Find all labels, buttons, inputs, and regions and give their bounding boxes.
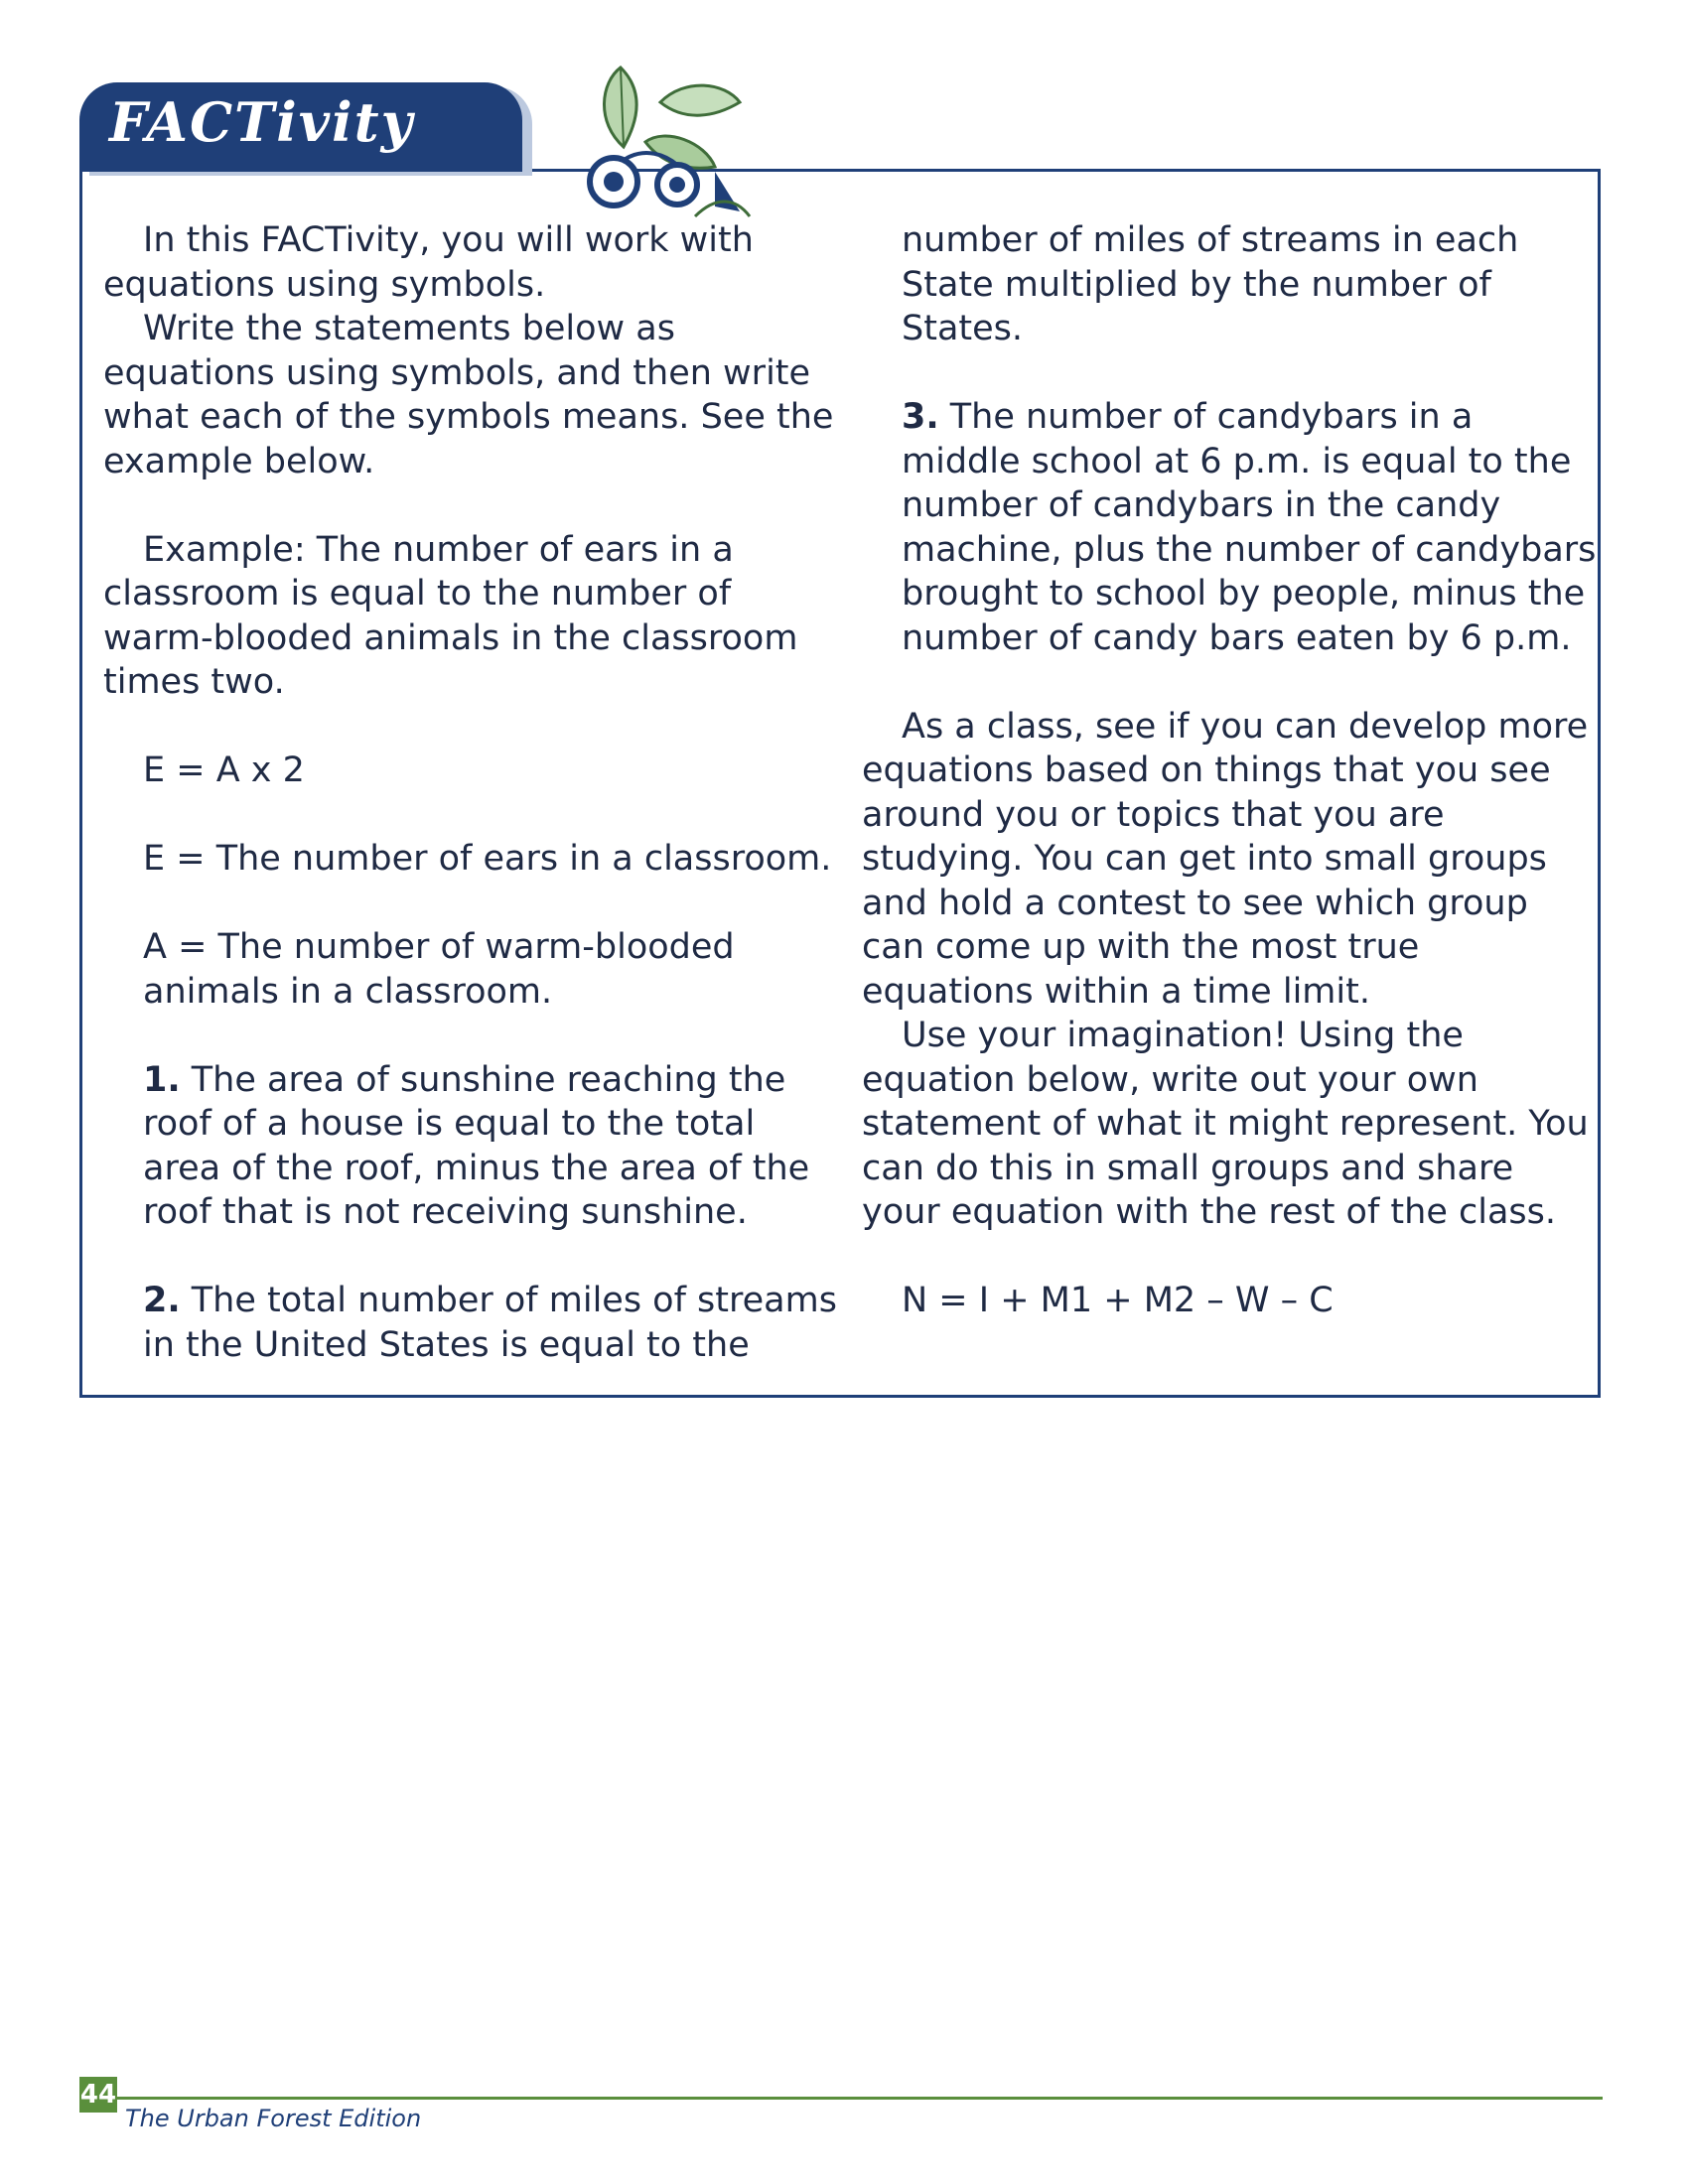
item-2-text: The total number of miles of streams in the United States is equal to the xyxy=(143,1281,837,1365)
item-1-text: The area of sunshine reaching the roof of a house is equal to the total area of the roof, minus the area of the roof that is not receiving sunshine. xyxy=(143,1059,810,1232)
item-2 xyxy=(103,1279,838,1367)
class-activity-paragraph: As a class, see if you can develop more equations based on things that you see around you or topics that you are studying. You can get into small groups and hold a contest to see which group can come up with the most true equations within a time limit. xyxy=(862,706,1589,1012)
example-paragraph: Example: The number of ears in a classroom is equal to the number of warm-blooded animals in the classroom times two. xyxy=(103,529,798,702)
item-3-text: The number of candybars in a middle school at 6 p.m. is equal to the number of candybars in the candy machine, plus the number of candybars brought to school by people, minus the number of candy bars eaten by 6 p.m. xyxy=(902,397,1597,658)
footer-rule xyxy=(117,2097,1603,2100)
item-2-continued: number of miles of streams in each State multiplied by the number of States. xyxy=(902,220,1519,348)
intro-paragraph: In this FACTivity, you will work with equations using symbols. xyxy=(103,220,754,305)
title-tab xyxy=(79,82,522,172)
edition-label: The Urban Forest Edition xyxy=(125,2105,422,2132)
definition-a: A = The number of warm-blooded animals in a classroom. xyxy=(143,927,735,1012)
item-1-number: 1. xyxy=(143,1059,181,1100)
challenge-equation: N = I + M1 + M2 – W – C xyxy=(902,1281,1334,1320)
item-1 xyxy=(103,1058,838,1235)
left-column xyxy=(103,218,838,1367)
item-3-number: 3. xyxy=(902,397,939,437)
item-2-number: 2. xyxy=(143,1281,181,1320)
item-3 xyxy=(862,395,1597,660)
page-title: FACTivity xyxy=(109,90,414,154)
imagination-paragraph: Use your imagination! Using the equation below, write out your own statement of what it might represent. You can do this in small groups and share your equation with the rest of the class. xyxy=(862,1016,1589,1232)
page-number: 44 xyxy=(79,2077,117,2113)
right-column xyxy=(862,218,1597,1323)
definition-e: E = The number of ears in a classroom. xyxy=(143,839,832,879)
instructions-paragraph: Write the statements below as equations using symbols, and then write what each of the symbols means. See the example below. xyxy=(103,309,834,481)
leaf-acorn-illustration-icon xyxy=(566,48,765,236)
example-equation: E = A x 2 xyxy=(143,751,305,790)
